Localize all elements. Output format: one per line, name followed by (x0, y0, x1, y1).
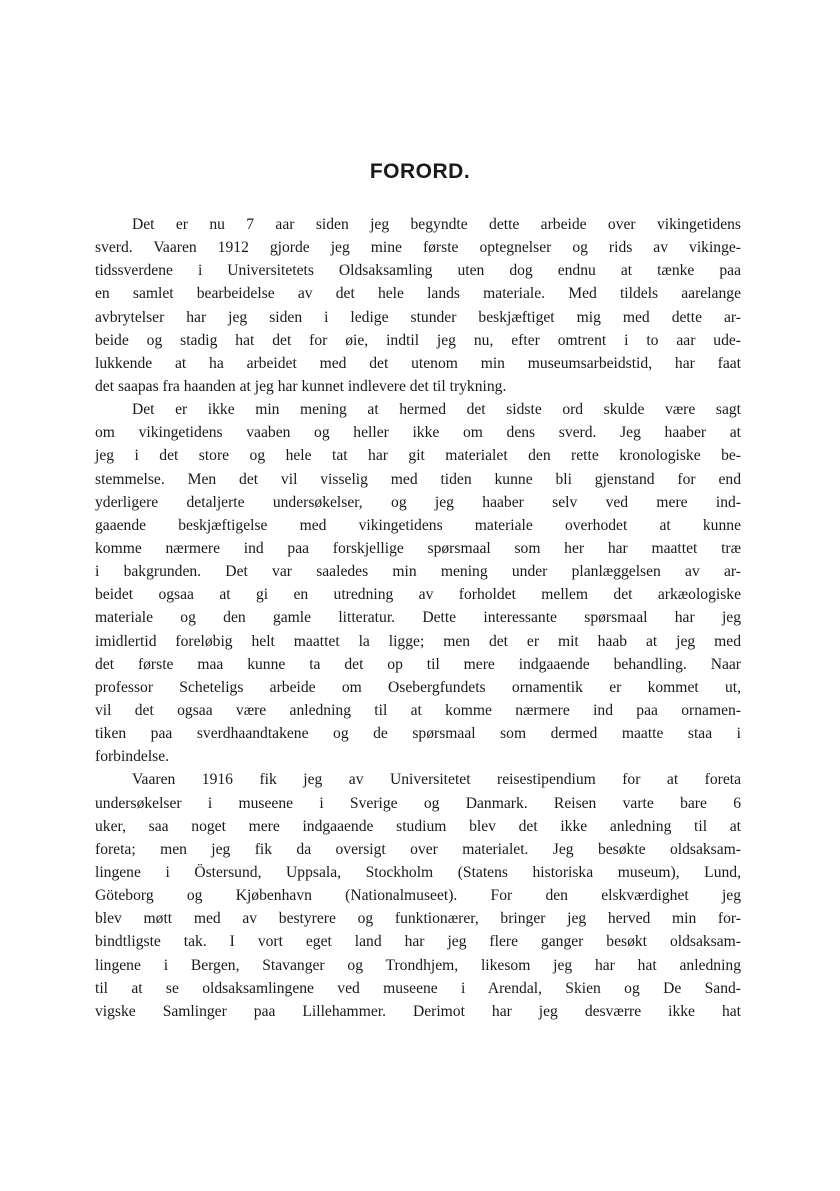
text-line: beide og stadig hat det for øie, indtil jeg nu, efter omtrent i to aar ude- (95, 331, 741, 349)
text-line: undersøkelser i museene i Sverige og Danmark. Reisen varte bare 6 (95, 794, 741, 812)
text-line: Det er nu 7 aar siden jeg begyndte dette arbeide over vikingetidens (132, 216, 741, 233)
text-line: forbindelse. (95, 748, 170, 766)
text-line: lingene i Bergen, Stavanger og Trondhjem, likesom jeg har hat anledning (95, 956, 741, 974)
page-title: FORORD. (369, 160, 471, 183)
text-line: uker, saa noget mere indgaaende studium blev det ikke anledning til at (95, 817, 741, 835)
text-line: komme nærmere ind paa forskjellige spørsmaal som her har maattet træ (95, 539, 741, 557)
text-line: bindtligste tak. I vort eget land har jeg flere ganger besøkt oldsaksam- (95, 933, 741, 951)
text-line: til at se oldsaksamlingene ved museene i Arendal, Skien og De Sand- (95, 979, 741, 997)
text-line: avbrytelser har jeg siden i ledige stunder beskjæftiget mig med dette ar- (95, 308, 741, 326)
text-line: jeg i det store og hele tat har git materialet den rette kronologiske be- (95, 447, 741, 465)
text-line: tiken paa sverdhaandtakene og de spørsmaal som dermed maatte staa i (95, 725, 741, 743)
text-line: vigske Samlinger paa Lillehammer. Derimot har jeg desværre ikke hat (95, 1002, 741, 1020)
text-line: beidet ogsaa at gi en utredning av forholdet mellem det arkæologiske (95, 586, 741, 604)
text-line: en samlet bearbeidelse av det hele lands materiale. Med tildels aarelange (95, 285, 741, 303)
text-line: Det er ikke min mening at hermed det sidste ord skulde være sagt (132, 401, 741, 419)
text-line: gaaende beskjæftigelse med vikingetidens materiale overhodet at kunne (95, 516, 741, 534)
text-line: om vikingetidens vaaben og heller ikke om dens sverd. Jeg haaber at (95, 424, 741, 442)
body-text (95, 213, 741, 1023)
text-line: Göteborg og Kjøbenhavn (Nationalmuseet). For den elskværdighet jeg (95, 887, 741, 905)
text-line: lukkende at ha arbeidet med det utenom min museumsarbeidstid, har faat (95, 354, 741, 372)
text-line: materiale og den gamle litteratur. Dette interessante spørsmaal har jeg (95, 609, 741, 627)
text-line: tidssverdene i Universitetets Oldsaksamling uten dog endnu at tænke paa (95, 262, 741, 280)
text-line: blev møtt med av bestyrere og funktionærer, bringer jeg herved min for- (95, 910, 741, 928)
text-line: imidlertid foreløbig helt maattet la ligge; men det er mit haab at jeg med (95, 632, 741, 650)
text-line: det saapas fra haanden at jeg har kunnet indlevere det til trykning. (95, 377, 507, 395)
text-line: foreta; men jeg fik da oversigt over materialet. Jeg besøkte oldsaksam- (95, 840, 741, 858)
text-line: yderligere detaljerte undersøkelser, og jeg haaber selv ved mere ind- (95, 493, 741, 511)
text-line: sverd. Vaaren 1912 gjorde jeg mine første optegnelser og rids av vikinge- (95, 239, 741, 257)
text-line: vil det ogsaa være anledning til at komme nærmere ind paa ornamen- (95, 701, 741, 719)
text-line: Vaaren 1916 fik jeg av Universitetet reisestipendium for at foreta (132, 771, 741, 789)
text-line: i bakgrunden. Det var saaledes min mening under planlæggelsen av ar- (95, 563, 741, 581)
text-line: lingene i Östersund, Uppsala, Stockholm (Statens historiska museum), Lund, (95, 863, 741, 881)
text-line: det første maa kunne ta det op til mere indgaaende behandling. Naar (95, 655, 741, 673)
text-line: stemmelse. Men det vil visselig med tiden kunne bli gjenstand for end (95, 470, 741, 488)
text-line: professor Scheteligs arbeide om Osebergfundets ornamentik er kommet ut, (95, 678, 741, 696)
